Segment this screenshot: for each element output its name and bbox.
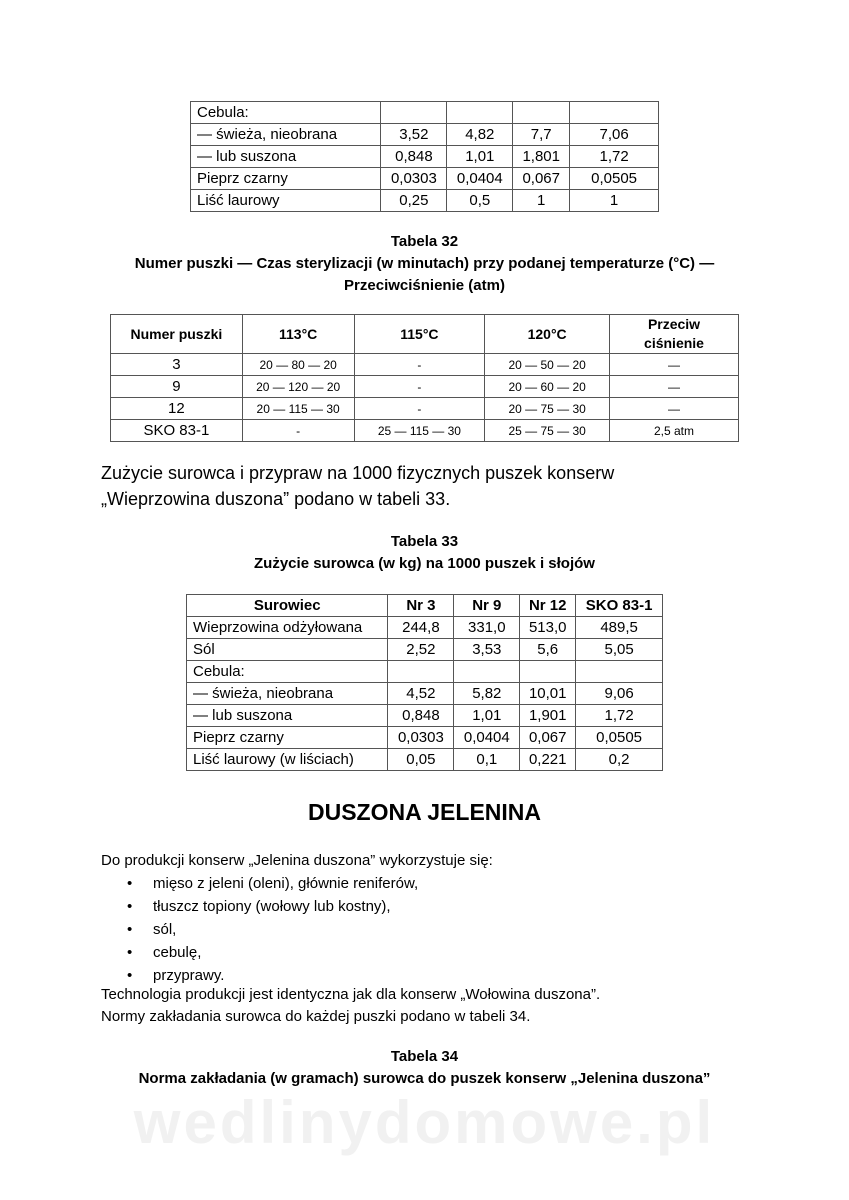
table-cell: 9,06 (576, 683, 663, 705)
header-nr3: Nr 3 (388, 595, 454, 617)
table-cell: 7,06 (570, 124, 659, 146)
table-row (111, 354, 739, 376)
table-cell: Pieprz czarny (191, 168, 381, 190)
watermark: wedlinydomowe.pl (133, 1089, 716, 1156)
consumption-paragraph-line2: „Wieprzowina duszona” podano w tabeli 33. (101, 489, 451, 509)
header-115c: 115°C (354, 315, 485, 354)
header-120c: 120°C (485, 315, 610, 354)
list-item: • cebulę, (101, 941, 418, 964)
ingredients-table-continued (190, 101, 659, 212)
table-cell (454, 661, 520, 683)
table-cell: 1,901 (520, 705, 576, 727)
table-cell: 0,0303 (381, 168, 447, 190)
table-cell: 0,5 (447, 190, 513, 212)
table-cell: 5,6 (520, 639, 576, 661)
table-cell (520, 661, 576, 683)
header-counterpressure: Przeciw ciśnienie (610, 315, 739, 354)
table-cell: 0,848 (388, 705, 454, 727)
header-113c: 113°C (242, 315, 354, 354)
table-34-title: Norma zakładania (w gramach) surowca do puszek konserw „Jelenina duszona” (138, 1070, 711, 1087)
table-cell: 20 — 120 — 20 (242, 376, 354, 398)
table-cell: Pieprz czarny (187, 727, 388, 749)
bullet-icon: • (127, 944, 133, 961)
norms-text: Normy zakładania surowca do każdej puszki podano w tabeli 34. (101, 1008, 531, 1025)
table-row (187, 683, 663, 705)
table-32-title-line2: Przeciwciśnienie (atm) (344, 277, 505, 294)
table-cell (381, 102, 447, 124)
table-cell: - (354, 376, 485, 398)
table-row (187, 639, 663, 661)
table-cell: — lub suszona (191, 146, 381, 168)
table-cell: 7,7 (513, 124, 570, 146)
table-row (187, 705, 663, 727)
table-row (191, 102, 659, 124)
table-cell: 1,72 (576, 705, 663, 727)
table-cell: 20 — 75 — 30 (485, 398, 610, 420)
table-cell: 4,82 (447, 124, 513, 146)
sterilization-table (110, 314, 739, 442)
bullet-icon: • (127, 875, 133, 892)
table-cell: 244,8 (388, 617, 454, 639)
table-cell: 4,52 (388, 683, 454, 705)
table-cell: - (242, 420, 354, 442)
table-cell: Cebula: (191, 102, 381, 124)
consumption-paragraph-line1: Zużycie surowca i przypraw na 1000 fizycznych puszek konserw (101, 463, 615, 483)
table-cell: 25 — 75 — 30 (485, 420, 610, 442)
table-cell: 0,848 (381, 146, 447, 168)
table-32-label: Tabela 32 (390, 233, 459, 250)
table-cell: Cebula: (187, 661, 388, 683)
section-heading: DUSZONA JELENINA (308, 799, 541, 825)
table-cell: 0,221 (520, 749, 576, 771)
table-cell: Liść laurowy (191, 190, 381, 212)
table-cell (576, 661, 663, 683)
table-cell: 20 — 115 — 30 (242, 398, 354, 420)
header-sko: SKO 83-1 (576, 595, 663, 617)
bullet-icon: • (127, 967, 133, 984)
table-cell: 5,82 (454, 683, 520, 705)
header-raw-material: Surowiec (187, 595, 388, 617)
table-cell: 1,801 (513, 146, 570, 168)
list-item: • przyprawy. (101, 964, 418, 987)
table-cell: 5,05 (576, 639, 663, 661)
table-cell: 3,52 (381, 124, 447, 146)
list-item: • sól, (101, 918, 418, 941)
table-33-label: Tabela 33 (390, 533, 459, 550)
table-cell: 20 — 50 — 20 (485, 354, 610, 376)
table-cell: Wieprzowina odżyłowana (187, 617, 388, 639)
table-cell: 1 (570, 190, 659, 212)
table-cell: 0,2 (576, 749, 663, 771)
table-cell: 0,0505 (570, 168, 659, 190)
table-cell: 489,5 (576, 617, 663, 639)
table-cell: - (354, 354, 485, 376)
table-row (187, 727, 663, 749)
bullet-icon: • (127, 898, 133, 915)
ingredient-list (101, 872, 418, 987)
table-cell: 0,1 (454, 749, 520, 771)
table-row (111, 376, 739, 398)
table-cell: 1 (513, 190, 570, 212)
table-row (187, 661, 663, 683)
table-row (191, 190, 659, 212)
table-33-title: Zużycie surowca (w kg) na 1000 puszek i słojów (254, 555, 595, 572)
table-cell: SKO 83-1 (111, 420, 243, 442)
table-row (191, 168, 659, 190)
table-cell (570, 102, 659, 124)
list-item: • tłuszcz topiony (wołowy lub kostny), (101, 895, 418, 918)
table-cell: 0,25 (381, 190, 447, 212)
table-cell: — (610, 354, 739, 376)
table-cell: 20 — 60 — 20 (485, 376, 610, 398)
raw-material-consumption-table (186, 594, 663, 771)
table-row (111, 420, 739, 442)
table-row (187, 749, 663, 771)
table-cell: 3,53 (454, 639, 520, 661)
table-cell: 0,0303 (388, 727, 454, 749)
header-can-number: Numer puszki (111, 315, 243, 354)
table-cell: Liść laurowy (w liściach) (187, 749, 388, 771)
table-cell: 0,067 (520, 727, 576, 749)
technology-text: Technologia produkcji jest identyczna jak dla konserw „Wołowina duszona”. (101, 986, 601, 1003)
table-cell: 25 — 115 — 30 (354, 420, 485, 442)
table-cell: 10,01 (520, 683, 576, 705)
table-row (191, 146, 659, 168)
table-cell (388, 661, 454, 683)
table-cell: 12 (111, 398, 243, 420)
table-32-title-line1: Numer puszki — Czas sterylizacji (w minutach) przy podanej temperaturze (°C) — (134, 255, 715, 272)
table-cell: 331,0 (454, 617, 520, 639)
table-cell: 2,5 atm (610, 420, 739, 442)
table-cell: 0,067 (513, 168, 570, 190)
bullet-icon: • (127, 921, 133, 938)
table-row (111, 398, 739, 420)
table-cell: 1,72 (570, 146, 659, 168)
table-cell: 0,0505 (576, 727, 663, 749)
table-row (187, 617, 663, 639)
table-cell: — (610, 376, 739, 398)
table-cell: — świeża, nieobrana (191, 124, 381, 146)
table-cell: - (354, 398, 485, 420)
table-cell: 0,0404 (454, 727, 520, 749)
table-cell: 0,0404 (447, 168, 513, 190)
header-nr12: Nr 12 (520, 595, 576, 617)
table-cell: — świeża, nieobrana (187, 683, 388, 705)
table-cell: 2,52 (388, 639, 454, 661)
table-cell (447, 102, 513, 124)
table-cell: 1,01 (447, 146, 513, 168)
intro-text: Do produkcji konserw „Jelenina duszona” wykorzystuje się: (101, 852, 493, 869)
table-cell: 3 (111, 354, 243, 376)
table-row (191, 124, 659, 146)
table-cell: 1,01 (454, 705, 520, 727)
table-cell: 9 (111, 376, 243, 398)
table-cell: Sól (187, 639, 388, 661)
list-item: • mięso z jeleni (oleni), głównie reniferów, (101, 872, 418, 895)
table-cell: 0,05 (388, 749, 454, 771)
table-cell: 20 — 80 — 20 (242, 354, 354, 376)
table-cell: — (610, 398, 739, 420)
table-cell: 513,0 (520, 617, 576, 639)
table-34-label: Tabela 34 (390, 1048, 459, 1065)
table-cell: — lub suszona (187, 705, 388, 727)
header-nr9: Nr 9 (454, 595, 520, 617)
table-cell (513, 102, 570, 124)
